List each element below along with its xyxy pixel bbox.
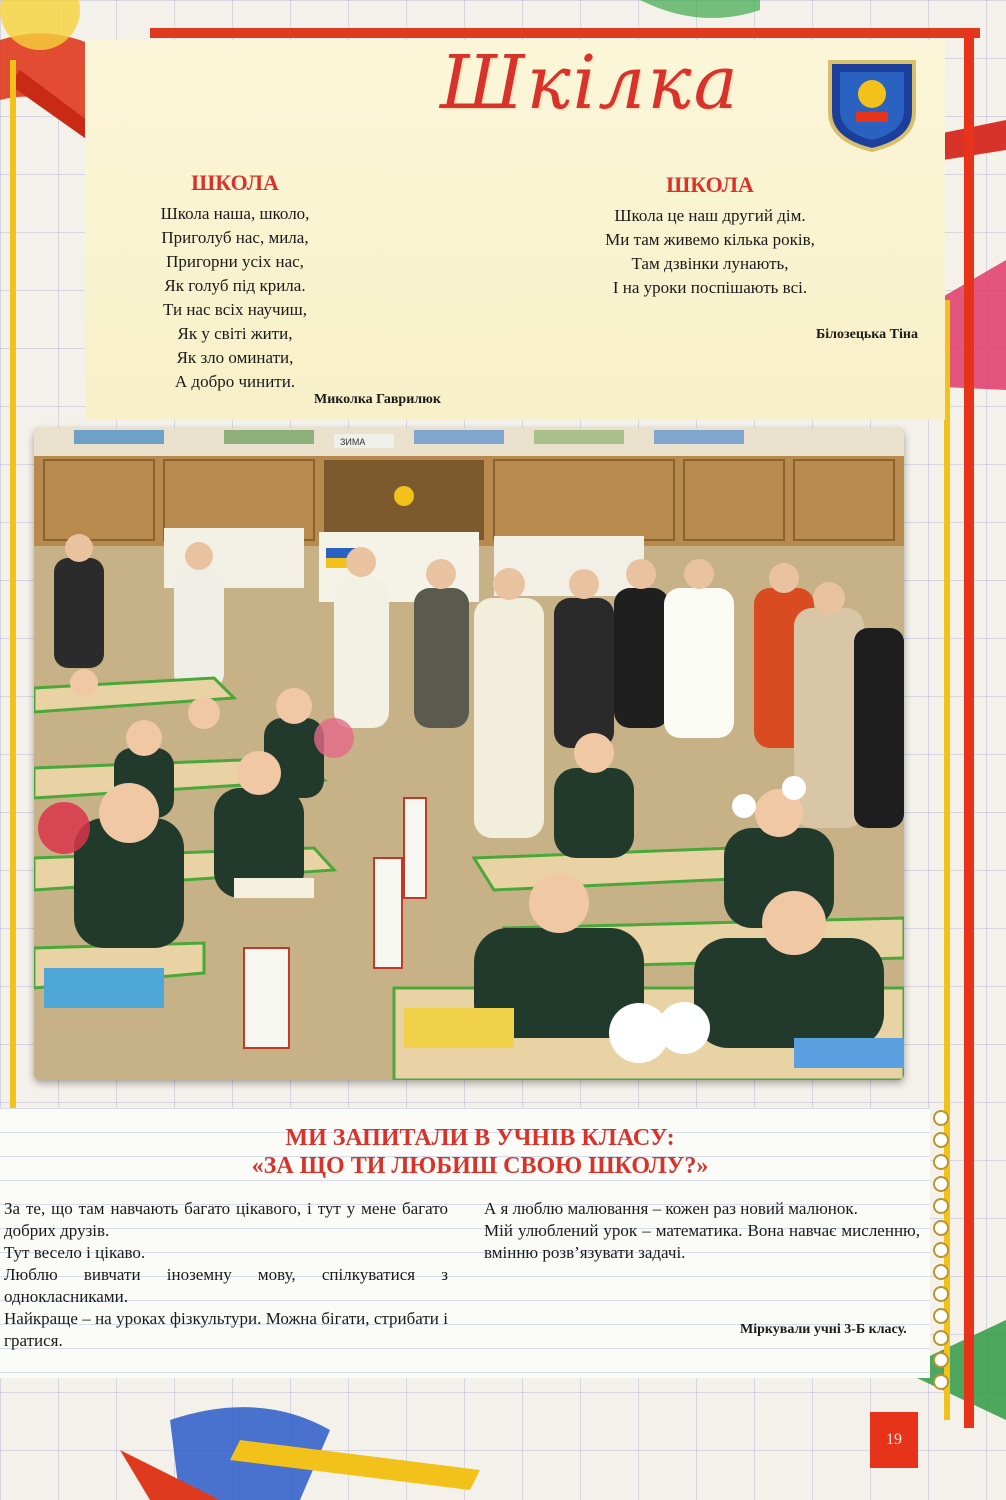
poem-line: Школа наша, школо, — [160, 204, 310, 223]
poem-right-author: Білозецька Тіна — [816, 327, 918, 342]
ring-icon — [933, 1198, 949, 1214]
ring-icon — [933, 1176, 949, 1192]
poem-right — [560, 172, 860, 300]
ring-icon — [933, 1286, 949, 1302]
notebook-rings — [930, 1110, 952, 1375]
poem-line: Пригорни усіх нас, — [166, 252, 304, 271]
poem-line: Ти нас всіх научиш, — [163, 300, 307, 319]
poem-left-author: Миколка Гаврилюк — [314, 392, 441, 407]
poem-right-title: ШКОЛА — [666, 172, 754, 197]
poem-line: А добро чинити. — [174, 372, 296, 391]
green-blob — [640, 0, 760, 18]
classroom-illustration — [34, 428, 904, 1080]
answer-paragraph: За те, що там навчають багато цікавого, і тут у мене багато добрих друзів. — [4, 1199, 448, 1240]
answer-paragraph: Мій улюблений урок – математика. Вона навчає мисленню, вмінню розв’язувати задачі. — [484, 1221, 920, 1262]
ring-icon — [933, 1154, 949, 1170]
page-number: 19 — [870, 1412, 918, 1468]
answers-left-column — [4, 1198, 448, 1352]
ring-icon — [933, 1132, 949, 1148]
frame-right-bar — [964, 28, 974, 1428]
ring-icon — [933, 1352, 949, 1368]
flower-bouquet-icon — [38, 802, 90, 854]
school-crest-icon — [822, 52, 922, 152]
classroom-photo — [34, 428, 904, 1080]
ring-icon — [933, 1110, 949, 1126]
poem-line: І на уроки поспішають всі. — [612, 278, 808, 297]
poem-line: Там дзвінки лунають, — [631, 254, 789, 273]
ring-icon — [933, 1308, 949, 1324]
ring-icon — [933, 1374, 949, 1390]
poem-line: Як зло оминати, — [176, 348, 294, 367]
answer-paragraph: Тут весело і цікаво. — [4, 1243, 146, 1262]
survey-title — [120, 1124, 840, 1180]
ring-icon — [933, 1220, 949, 1236]
poem-line: Як голуб під крила. — [164, 276, 306, 295]
ring-icon — [933, 1330, 949, 1346]
survey-title-line1: МИ ЗАПИТАЛИ В УЧНІВ КЛАСУ: — [285, 1125, 675, 1151]
answer-paragraph: Найкраще – на уроках фізкультури. Можна бігати, стрибати і гратися. — [4, 1309, 448, 1350]
ring-icon — [933, 1264, 949, 1280]
survey-title-line2: «ЗА ЩО ТИ ЛЮБИШ СВОЮ ШКОЛУ?» — [251, 1153, 709, 1179]
answer-paragraph: А я люблю малювання – кожен раз новий малюнок. — [484, 1199, 858, 1218]
ring-icon — [933, 1242, 949, 1258]
poem-line: Як у світі жити, — [177, 324, 293, 343]
poem-line: Ми там живемо кілька років, — [605, 230, 815, 249]
frame-top-bar — [150, 28, 980, 38]
poem-left — [120, 170, 350, 394]
answer-paragraph: Люблю вивчати іноземну мову, спілкуватися з однокласниками. — [4, 1265, 448, 1306]
poem-left-title: ШКОЛА — [191, 170, 279, 195]
answers-right-column — [484, 1198, 920, 1264]
survey-signature: Міркували учні 3-Б класу. — [740, 1322, 907, 1337]
poem-line: Школа це наш другий дім. — [614, 206, 806, 225]
poem-line: Приголуб нас, мила, — [161, 228, 309, 247]
wall-sign-text: ЗИМА — [340, 437, 366, 447]
sunflower-icon — [394, 486, 414, 506]
magazine-title: Шкілка — [440, 40, 740, 126]
